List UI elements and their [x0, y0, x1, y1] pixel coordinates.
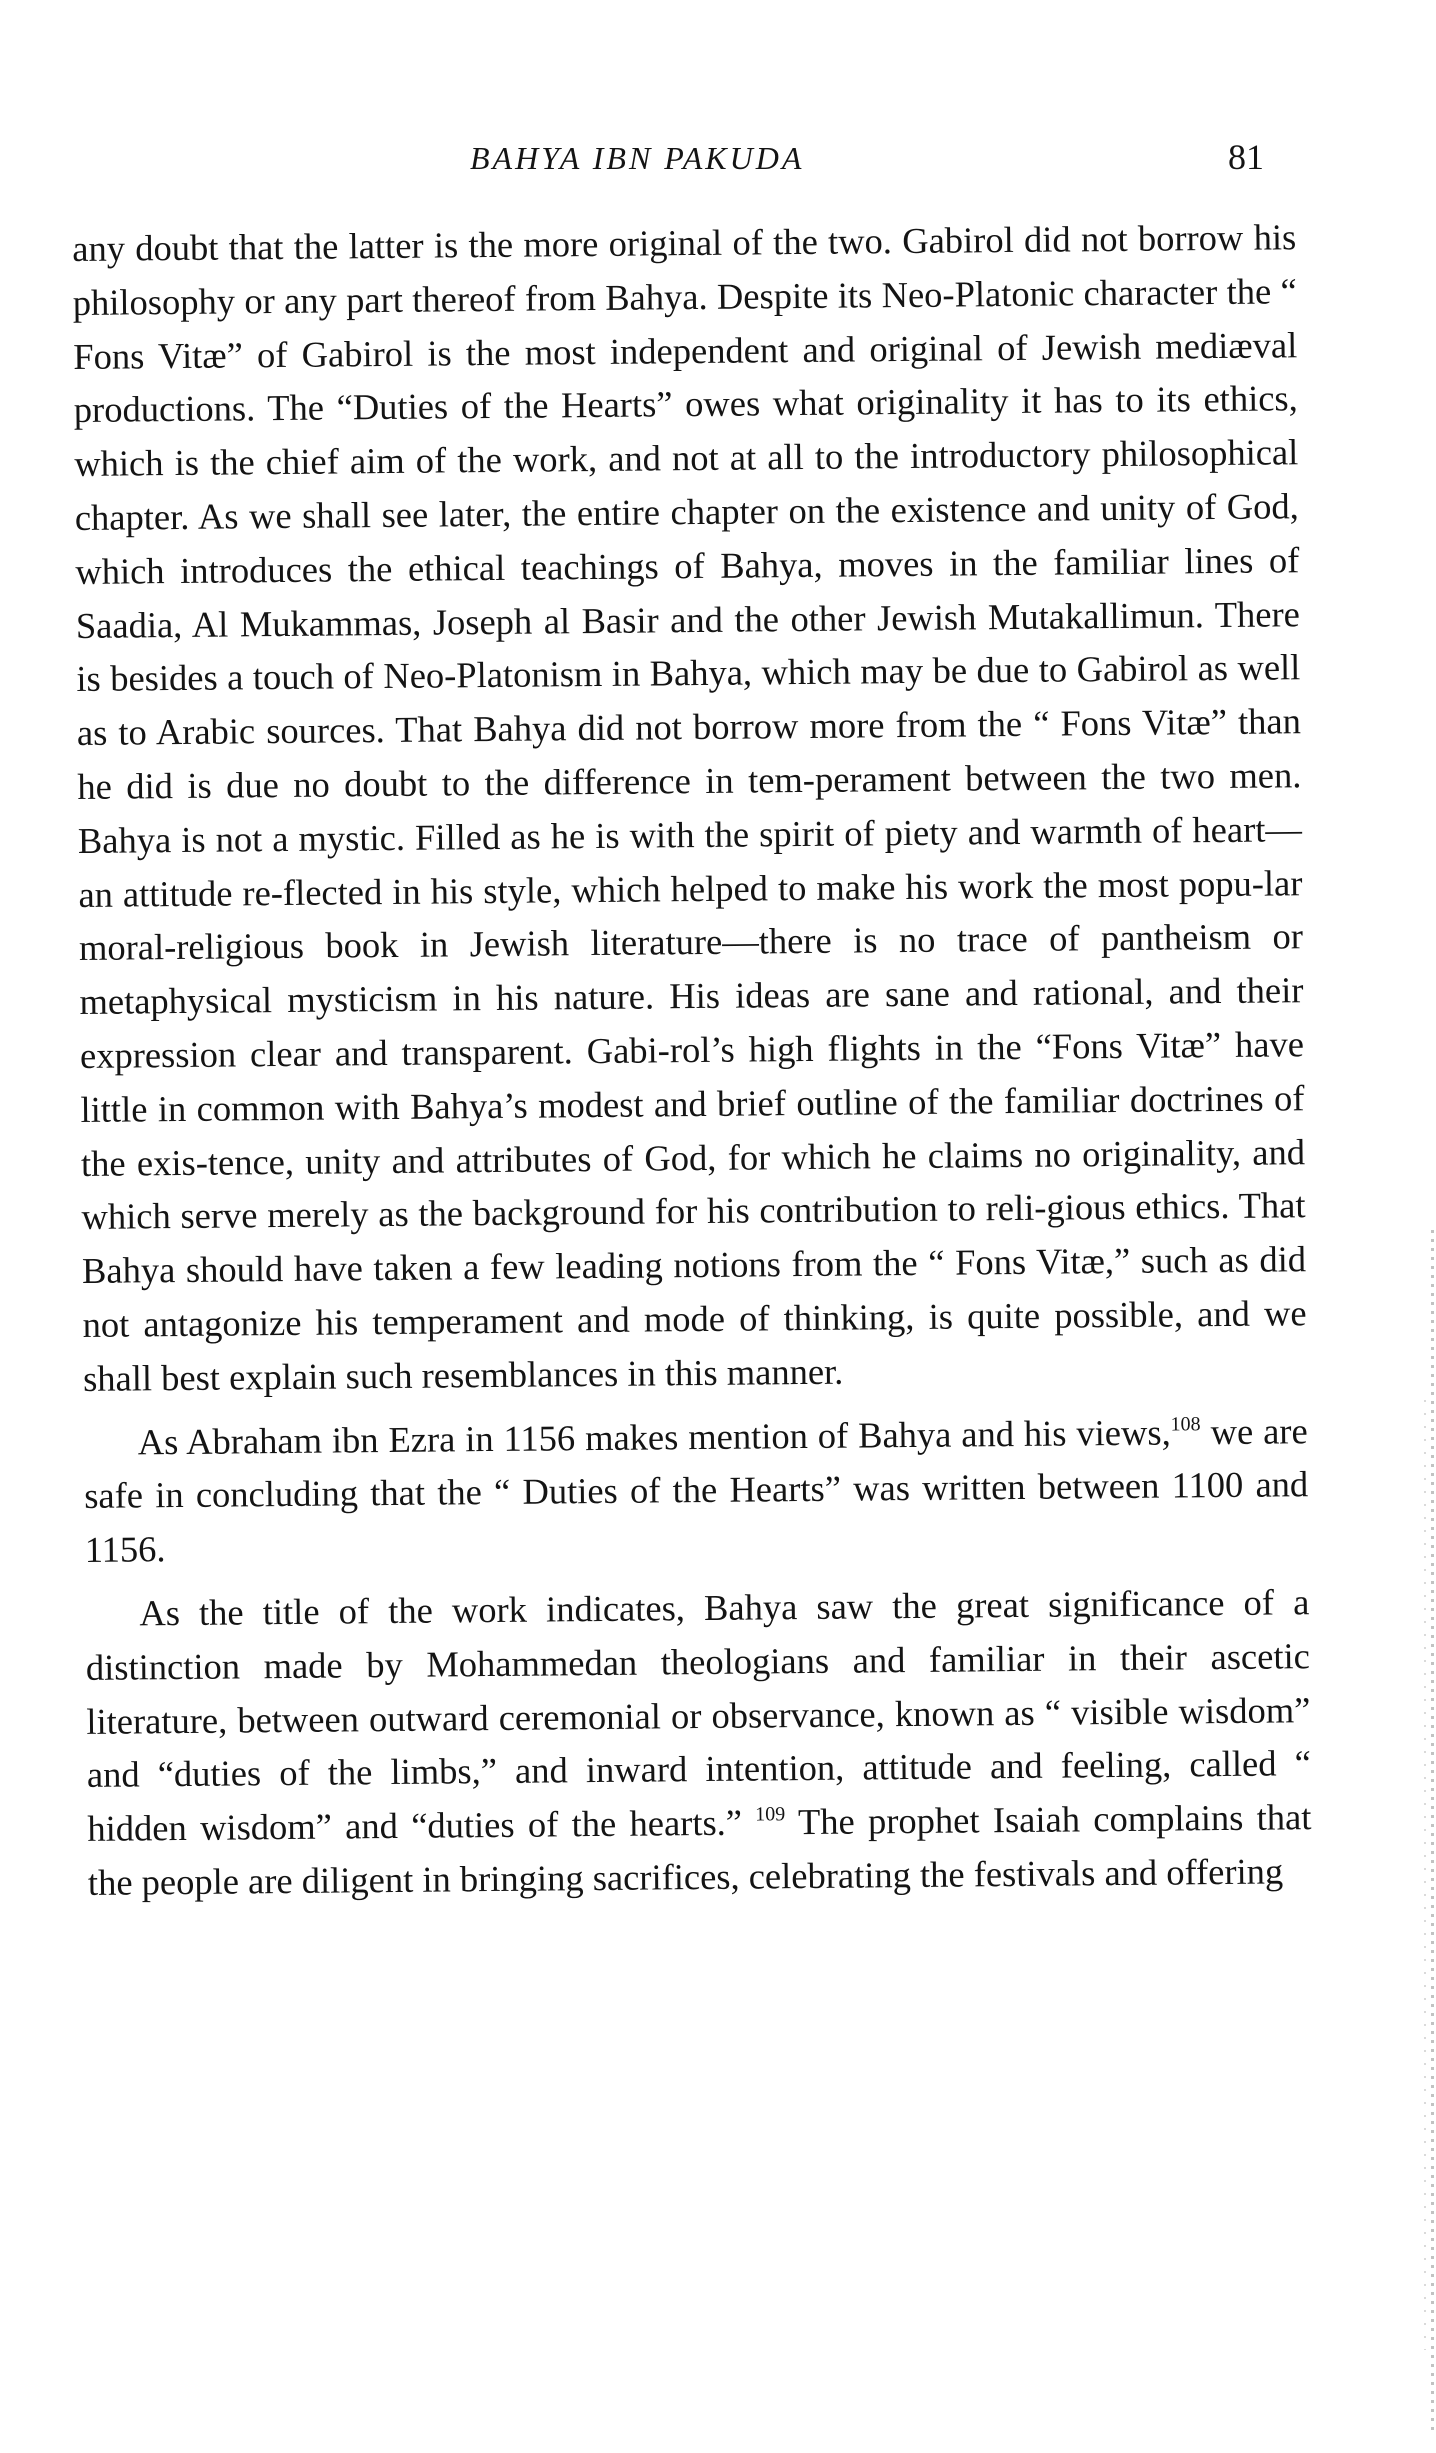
paragraph-3-text-b: The prophet Isaiah complains that the people are diligent in bringing sacrifices, celebrating the festivals and offering	[87, 1796, 1312, 1903]
paragraph-2-text-b: we are safe in concluding that the “ Duties of the Hearts” was written between 1100 and 1156.	[84, 1409, 1309, 1571]
running-head	[0, 137, 1436, 190]
page-number: 81	[1228, 137, 1264, 177]
paragraph-3	[85, 1575, 1312, 1910]
paragraph-2-text-a: As Abraham ibn Ezra in 1156 makes mention of Bahya and his views,	[137, 1411, 1171, 1462]
paragraph-2	[83, 1404, 1308, 1577]
footnote-ref-109: 109	[755, 1803, 786, 1826]
page-edge-mark-secondary	[1424, 1400, 1426, 2350]
paragraph-1: any doubt that the latter is the more original of the two. Gabirol did not borrow his philosophy or any part thereof from Bahya. Despite its Neo-Platonic character the “ Fons Vitæ” of Gabirol is the most independent and original of Jewish mediæval productions. The “Duties of the Hearts” owes what originality it has to its ethics, which is the chief aim of the work, and not at all to the introductory philosophical chapter. As we shall see later, the entire chapter on the existence and unity of God, which introduces the ethical teachings of Bahya, moves in the familiar lines of Saadia, Al Mukammas, Joseph al Basir and the other Jewish Mutakallimun. There is besides a touch of Neo-Platonism in Bahya, which may be due to Gabirol as well as to Arabic sources. That Bahya did not borrow more from the “ Fons Vitæ” than he did is due no doubt to the difference in tem-perament between the two men. Bahya is not a mystic. Filled as he is with the spirit of piety and warmth of heart—an attitude re-flected in his style, which helped to make his work the most popu-lar moral-religious book in Jewish literature—there is no trace of pantheism or metaphysical mysticism in his nature. His ideas are sane and rational, and their expression clear and transparent. Gabi-rol’s high flights in the “Fons Vitæ” have little in common with Bahya’s modest and brief outline of the familiar doctrines of the exis-tence, unity and attributes of God, for which he claims no originality, and which serve merely as the background for his contribution to reli-gious ethics. That Bahya should have taken a few leading notions from the “ Fons Vitæ,” such as did not antagonize his temperament and mode of thinking, is quite possible, and we shall best explain such resemblances in this manner.	[72, 216, 1307, 1399]
footnote-ref-108: 108	[1170, 1412, 1201, 1436]
paragraph-3-text-a: As the title of the work indicates, Bahya saw the great significance of a distinction made by Mohammedan theologians and familiar in their ascetic literature, between outward ceremonial or observance, known as “ visible wisdom” and “duties of the limbs,” and inward intention, attitude and feeling, called “ hidden wisdom” and “duties of the hearts.”	[85, 1581, 1312, 1850]
page-edge-mark	[1431, 1230, 1434, 2430]
text-body	[72, 210, 1312, 1909]
running-title: BAHYA IBN PAKUDA	[470, 140, 805, 176]
